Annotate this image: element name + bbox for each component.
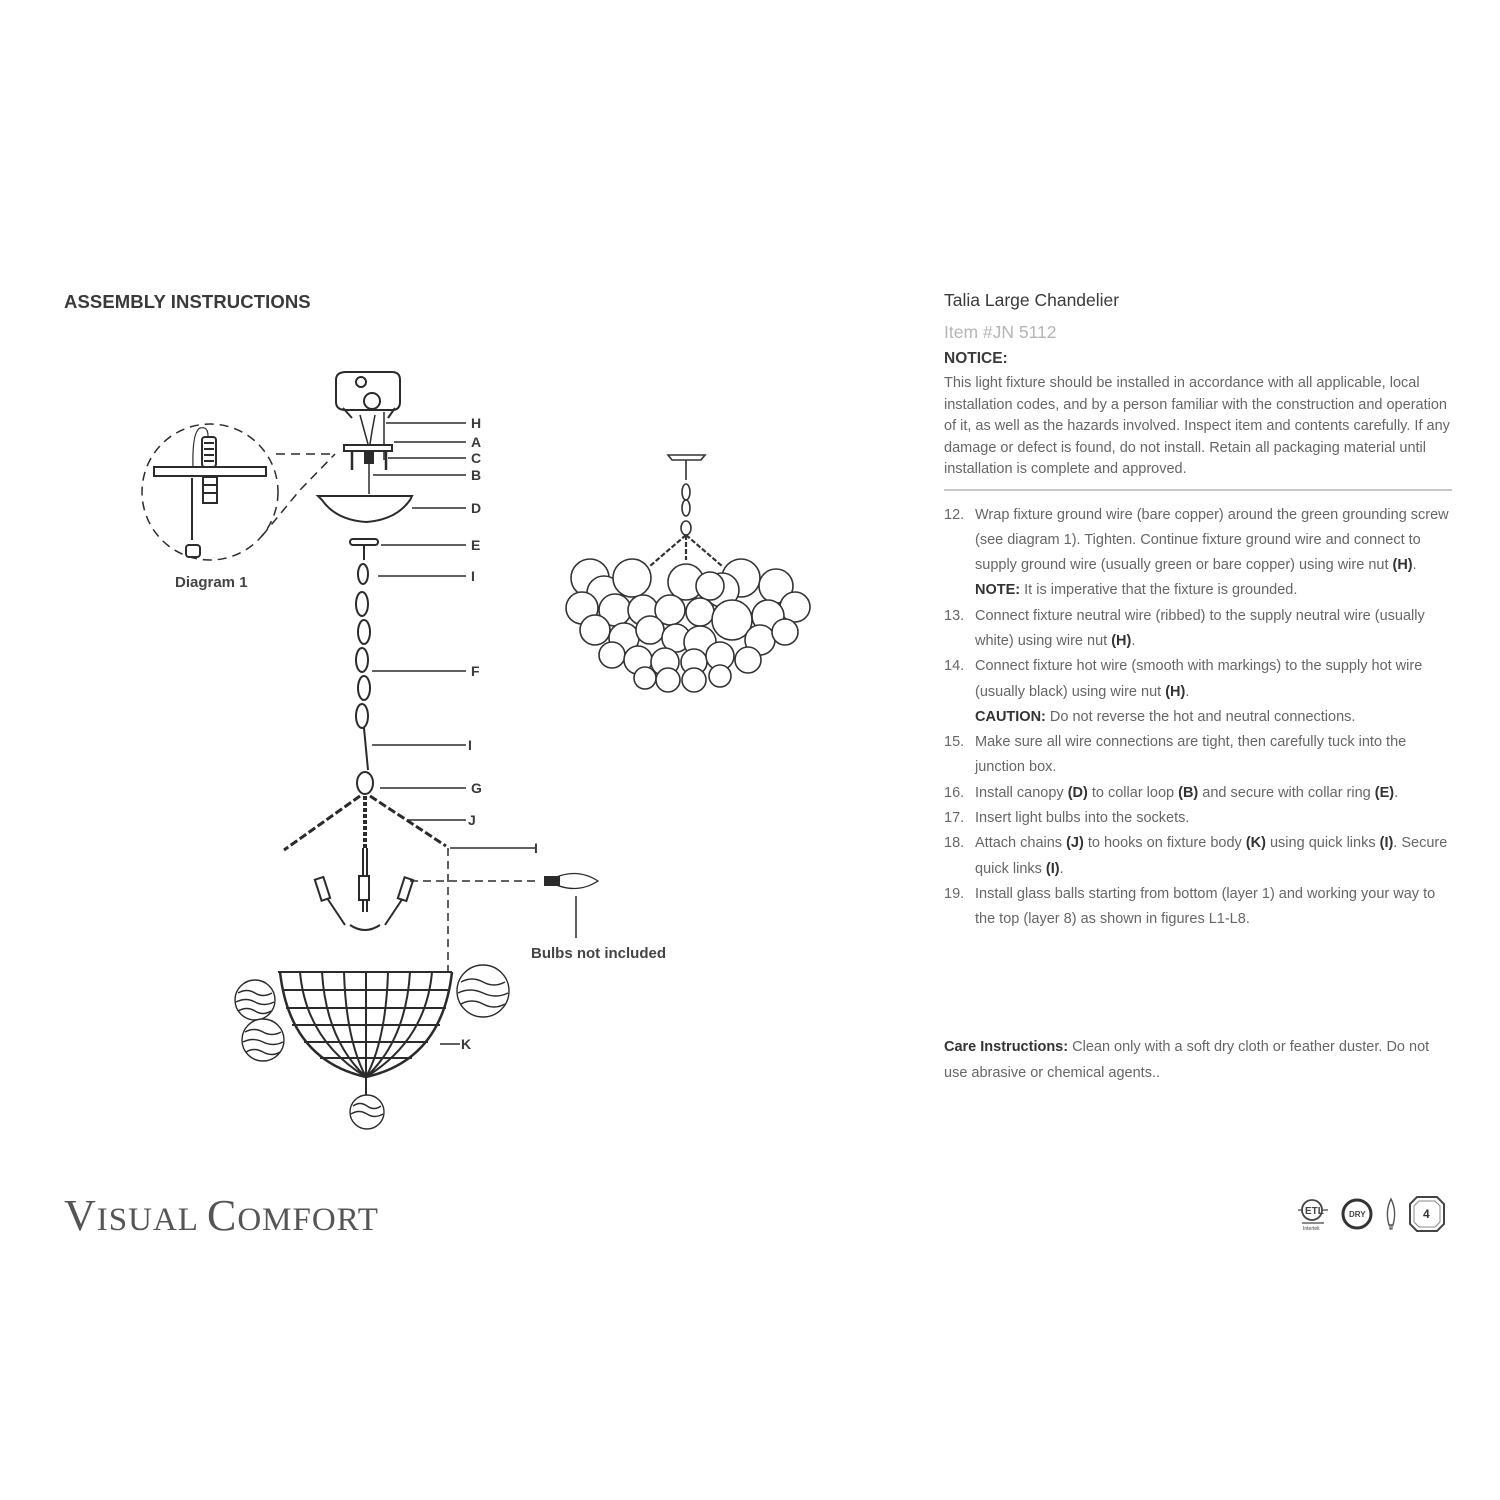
part-ref: (B) [1178, 784, 1199, 801]
part-label-b: B [471, 467, 482, 483]
page-number-badge [1408, 1195, 1446, 1233]
part-label-i-2: I [468, 737, 472, 753]
step-text: Connect fixture hot wire (smooth with markings) to the supply hot wire (usually black) using wire nut [975, 658, 1423, 700]
notice-text: This light fixture should be installed in accordance with all applicable, local installation codes, and by a person familiar with the construction and operation of it, as well as the hazards involved. Inspect item and contents carefully. If any damage or defect is found, do not install. Retain all packaging material until installation is complete and approved. [944, 375, 1450, 477]
certification-icons [1296, 1195, 1446, 1233]
assembly-diagram [0, 0, 900, 1160]
step-number: 17. [944, 810, 965, 827]
part-label-g: G [471, 780, 482, 796]
notice-heading: NOTICE: [944, 350, 1008, 367]
punct: . [1394, 784, 1399, 801]
care-text: Clean only with a soft dry cloth or feather duster. Do not use abrasive or chemical agents.. [944, 1039, 1430, 1081]
part-ref: (H) [1392, 557, 1413, 574]
step-text: and secure with collar ring [1198, 784, 1375, 801]
item-number: Item #JN 5112 [944, 322, 1057, 342]
brand-initial-v: V [64, 1191, 97, 1240]
step-12 [944, 503, 1454, 579]
step-number: 14. [944, 658, 965, 675]
step-number: 13. [944, 607, 965, 624]
part-ref: (H) [1165, 683, 1186, 700]
step-13 [944, 604, 1454, 655]
step-number: 18. [944, 835, 965, 852]
part-label-h: H [471, 415, 482, 431]
part-ref: (I) [1045, 860, 1060, 877]
step-14 [944, 654, 1454, 705]
dry-location-icon [1340, 1197, 1374, 1231]
part-label-a: A [471, 434, 482, 450]
step-18 [944, 831, 1454, 882]
step-text: Insert light bulbs into the sockets. [975, 810, 1190, 827]
instructions-panel [944, 288, 1454, 933]
junction-box-icon [336, 372, 400, 418]
step-number: 12. [944, 506, 965, 523]
part-label-f: F [471, 663, 480, 679]
part-ref: (J) [1066, 835, 1084, 852]
step-text: to hooks on fixture body [1083, 835, 1246, 852]
part-label-c: C [471, 450, 482, 466]
part-ref: (H) [1111, 632, 1132, 649]
brand-initial-c: C [206, 1191, 238, 1240]
svg-text:ETL: ETL [1305, 1206, 1324, 1217]
part-label-j: J [468, 812, 476, 828]
part-ref: (I) [1379, 835, 1394, 852]
step-16 [944, 781, 1454, 806]
punct: . [1185, 683, 1190, 700]
step-text: Attach chains [975, 835, 1067, 852]
part-ref: (E) [1374, 784, 1395, 801]
part-label-k: K [461, 1036, 472, 1052]
care-instructions [944, 1035, 1454, 1086]
step-15 [944, 730, 1454, 781]
step-text: to collar loop [1087, 784, 1179, 801]
svg-text:Intertek: Intertek [1303, 1226, 1320, 1232]
note [944, 578, 1454, 603]
chandelier-illustration [566, 455, 810, 692]
part-label-i-1: I [471, 568, 475, 584]
punct: . [1059, 860, 1064, 877]
step-text: Wrap fixture ground wire (bare copper) around the green grounding screw (see diagram 1). Tighten. Continue fixture ground wire and connect to supply ground wire (usually green or bare copper) using wire nut [975, 506, 1449, 574]
steps-list [944, 503, 1454, 933]
brand-logo [64, 1190, 379, 1241]
assembly-instructions-heading: ASSEMBLY INSTRUCTIONS [64, 291, 311, 312]
svg-text:4: 4 [1423, 1207, 1430, 1221]
part-label-i-3: I [534, 840, 538, 856]
svg-text:DRY: DRY [1349, 1210, 1366, 1219]
step-number: 16. [944, 784, 965, 801]
step-text: Make sure all wire connections are tight, then carefully tuck into the junction box. [975, 734, 1407, 776]
bulbs-not-included-caption: Bulbs not included [531, 945, 666, 962]
step-17 [944, 806, 1454, 831]
etl-intertek-icon [1296, 1196, 1330, 1232]
caution-text: Do not reverse the hot and neutral connections. [1045, 708, 1356, 725]
part-label-d: D [471, 500, 482, 516]
step-text: using quick links [1265, 835, 1380, 852]
step-text: Install canopy [975, 784, 1068, 801]
part-ref: (K) [1245, 835, 1266, 852]
note-text: It is imperative that the fixture is grounded. [1020, 582, 1298, 599]
divider [944, 489, 1452, 491]
step-19 [944, 882, 1454, 933]
step-number: 15. [944, 734, 965, 751]
care-label: Care Instructions: [944, 1039, 1069, 1055]
brand-text-isual: ISUAL [96, 1202, 207, 1238]
note-label: NOTE: [975, 582, 1021, 599]
caution [944, 705, 1454, 730]
punct: . [1131, 632, 1136, 649]
step-text: Install glass balls starting from bottom (layer 1) and working your way to the top (layer 8) as shown in figures L1-L8. [975, 885, 1436, 928]
product-title: Talia Large Chandelier [944, 290, 1120, 310]
candelabra-bulb-icon [1384, 1197, 1398, 1231]
caution-label: CAUTION: [975, 708, 1046, 725]
part-ref: (D) [1067, 784, 1088, 801]
part-label-e: E [471, 537, 481, 553]
step-text: Connect fixture neutral wire (ribbed) to the supply neutral wire (usually white) using wire nut [975, 607, 1425, 649]
brand-text-omfort: OMFORT [237, 1202, 379, 1238]
step-number: 19. [944, 885, 965, 902]
step-text: . Secure quick links [975, 835, 1448, 877]
punct: . [1412, 557, 1417, 574]
diagram-1-caption: Diagram 1 [175, 574, 248, 591]
